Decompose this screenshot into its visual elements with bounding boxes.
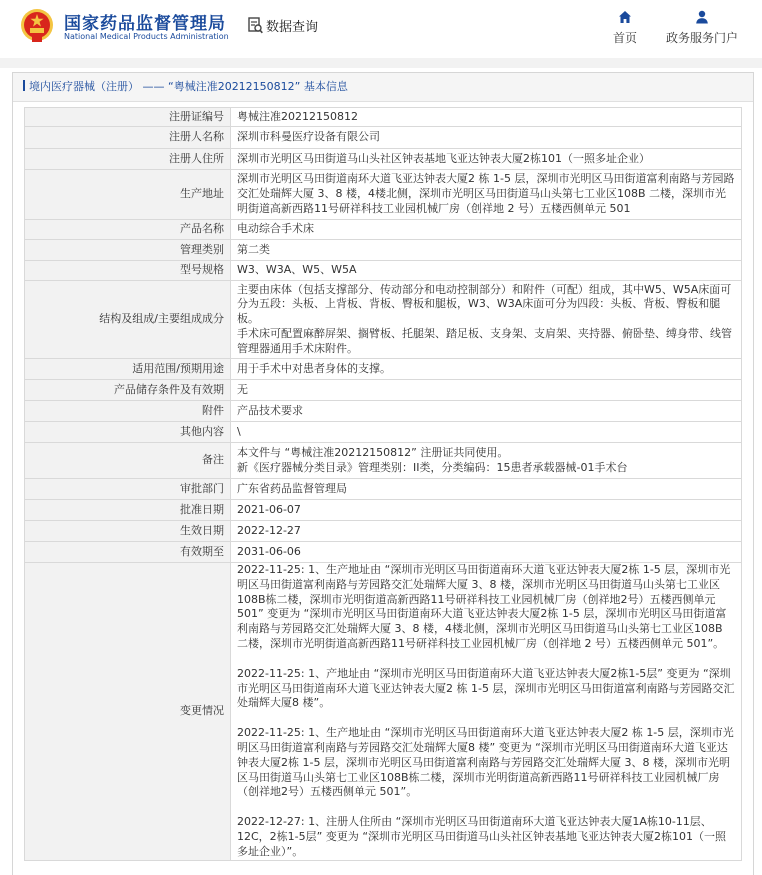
national-emblem-icon[interactable] bbox=[20, 8, 54, 44]
row-value bbox=[231, 281, 742, 359]
table-row bbox=[25, 500, 742, 521]
structure-para-1: 主要由床体（包括支撑部分、传动部分和电动控制部分）和附件（可配）组成，其中W5、W5A床面可分为五段：头板、上背板、背板、臀板和腿板，W3、W3A床面可分为四段：头板、背板、臀板和腿板。 bbox=[237, 282, 732, 326]
table-row bbox=[25, 240, 742, 261]
top-header bbox=[0, 0, 762, 58]
row-value: 电动综合手术床 bbox=[231, 220, 742, 240]
table-row bbox=[25, 542, 742, 563]
table-row bbox=[25, 261, 742, 281]
info-table bbox=[24, 107, 742, 861]
row-value: 广东省药品监督管理局 bbox=[231, 479, 742, 500]
row-value: 第二类 bbox=[231, 240, 742, 261]
row-value bbox=[231, 563, 742, 861]
nav-service-portal[interactable] bbox=[662, 10, 742, 46]
row-value: 深圳市光明区马田街道南环大道飞亚达钟表大厦2 栋 1-5 层，深圳市光明区马田街道富利南路与芳园路交汇处瑞辉大厦 3、8 楼，4楼北侧，深圳市光明区马田街道马山头第七工业区108B 二楼，深圳市光明街道高新西路11号研祥科技工业园机械厂房（创祥地 2 号）五楼西侧单元 501 bbox=[231, 170, 742, 220]
row-value bbox=[231, 443, 742, 479]
table-row bbox=[25, 443, 742, 479]
row-value: W3、W3A、W5、W5A bbox=[231, 261, 742, 281]
change-entry-1: 2022-11-25: 1、生产地址由 “深圳市光明区马田街道南环大道飞亚达钟表大厦2栋 1-5 层，深圳市光明区马田街道富利南路与芳园路交汇处瑞辉大厦 3、8 楼，深圳市光明区马田街道马山头第七工业区108B栋二楼，深圳市光明街道高新西路11号研祥科技工业园机械厂房（创祥地2号）五楼西侧单元 501” 变更为 “深圳市光明区马田街道南环大道飞亚达钟表大厦2栋 1-5 层，深圳市光明区马田街道富利南路与芳园路交汇处瑞辉大厦 3、8 楼，4楼北侧，深圳市光明区马田街道马山头第七工业区108B 二楼，深圳市光明街道高新西路11号研祥科技工业园机械厂房（创祥地 2 号）五楼西侧单元 501”。 bbox=[237, 563, 731, 650]
row-label: 产品名称 bbox=[25, 220, 231, 240]
nav-service-label: 政务服务门户 bbox=[665, 31, 738, 45]
row-label: 结构及组成/主要组成成分 bbox=[25, 281, 231, 359]
title-accent-bar bbox=[23, 80, 25, 91]
row-label: 有效期至 bbox=[25, 542, 231, 563]
row-value: 2031-06-06 bbox=[231, 542, 742, 563]
table-row bbox=[25, 108, 742, 127]
row-value: 产品技术要求 bbox=[231, 401, 742, 422]
data-query-title[interactable]: 数据查询 bbox=[266, 20, 319, 35]
change-spacer bbox=[237, 800, 735, 815]
table-row bbox=[25, 170, 742, 220]
nav-home[interactable] bbox=[606, 10, 644, 46]
table-row bbox=[25, 380, 742, 401]
user-icon bbox=[695, 10, 709, 24]
row-label: 产品储存条件及有效期 bbox=[25, 380, 231, 401]
nav-home-label: 首页 bbox=[612, 31, 637, 45]
org-name-en: National Medical Products Administration bbox=[64, 32, 229, 41]
row-label: 型号规格 bbox=[25, 261, 231, 281]
change-entry-3: 2022-11-25: 1、生产地址由 “深圳市光明区马田街道南环大道飞亚达钟表大厦2 栋 1-5 层，深圳市光明区马田街道富利南路与芳园路交汇处瑞辉大厦8 楼” 变更为 “深圳市光明区马田街道南环大道飞亚达钟表大厦2栋 1-5 层，深圳市光明区马田街道富利南路与芳园路交汇处瑞辉大厦 3、8 楼，深圳市光明区马田街道马山头第七工业区108B栋二楼，深圳市光明街道高新西路11号研祥科技工业园机械厂房（创祥地2号）五楼西侧单元 501”。 bbox=[237, 726, 734, 799]
change-spacer bbox=[237, 711, 735, 726]
change-spacer bbox=[237, 652, 735, 667]
row-value: \ bbox=[231, 422, 742, 443]
document-search-icon[interactable] bbox=[248, 17, 263, 34]
row-label: 生产地址 bbox=[25, 170, 231, 220]
home-icon bbox=[618, 10, 632, 24]
row-value: 2022-12-27 bbox=[231, 521, 742, 542]
row-value: 无 bbox=[231, 380, 742, 401]
table-row bbox=[25, 127, 742, 149]
table-row bbox=[25, 401, 742, 422]
table-row bbox=[25, 359, 742, 380]
table-row bbox=[25, 149, 742, 170]
change-entry-2: 2022-11-25: 1、产地址由 “深圳市光明区马田街道南环大道飞亚达钟表大厦2栋1-5层” 变更为 “深圳市光明区马田街道南环大道飞亚达钟表大厦2 栋 1-5 层，深圳市光明区马田街道富利南路与芳园路交汇处瑞辉大厦8 楼”。 bbox=[237, 666, 735, 710]
row-label: 适用范围/预期用途 bbox=[25, 359, 231, 380]
org-name-cn[interactable]: 国家药品监督管理局 bbox=[64, 14, 226, 34]
remark-line-1: 本文件与 “粤械注准20212150812” 注册证共同使用。 bbox=[237, 445, 509, 459]
table-row bbox=[25, 281, 742, 359]
table-row bbox=[25, 422, 742, 443]
row-value: 深圳市科曼医疗设备有限公司 bbox=[231, 127, 742, 149]
row-value: 2021-06-07 bbox=[231, 500, 742, 521]
table-row bbox=[25, 521, 742, 542]
structure-para-2: 手术床可配置麻醉屏架、搁臂板、托腿架、踏足板、支身架、支肩架、夹持器、俯卧垫、缚身带、线管管理器通用手术床附件。 bbox=[237, 326, 732, 355]
change-entry-4: 2022-12-27: 1、注册人住所由 “深圳市光明区马田街道南环大道飞亚达钟表大厦1A栋10-11层、12C，2栋1-5层” 变更为 “深圳市光明区马田街道马山头社区钟表基地飞亚达钟表大厦2栋101（一照多址企业）”。 bbox=[237, 815, 727, 858]
table-row bbox=[25, 220, 742, 240]
remark-line-2: 新《医疗器械分类目录》管理类别：II类，分类编码：15患者承载器械-01手术台 bbox=[237, 460, 628, 474]
row-label: 备注 bbox=[25, 443, 231, 479]
row-label: 审批部门 bbox=[25, 479, 231, 500]
row-label: 附件 bbox=[25, 401, 231, 422]
row-value: 深圳市光明区马田街道马山头社区钟表基地飞亚达钟表大厦2栋101（一照多址企业） bbox=[231, 149, 742, 170]
detail-panel bbox=[12, 72, 754, 875]
row-label: 其他内容 bbox=[25, 422, 231, 443]
row-label: 注册人名称 bbox=[25, 127, 231, 149]
row-label: 注册人住所 bbox=[25, 149, 231, 170]
table-row bbox=[25, 479, 742, 500]
panel-title-text: 境内医疗器械（注册） —— “粤械注准20212150812” 基本信息 bbox=[29, 80, 348, 93]
row-label: 注册证编号 bbox=[25, 108, 231, 127]
row-label: 批准日期 bbox=[25, 500, 231, 521]
row-value: 用于手术中对患者身体的支撑。 bbox=[231, 359, 742, 380]
row-label: 生效日期 bbox=[25, 521, 231, 542]
panel-title bbox=[13, 73, 753, 102]
row-label: 管理类别 bbox=[25, 240, 231, 261]
row-label: 变更情况 bbox=[25, 563, 231, 861]
row-value: 粤械注准20212150812 bbox=[231, 108, 742, 127]
header-divider bbox=[0, 58, 762, 68]
table-row bbox=[25, 563, 742, 861]
